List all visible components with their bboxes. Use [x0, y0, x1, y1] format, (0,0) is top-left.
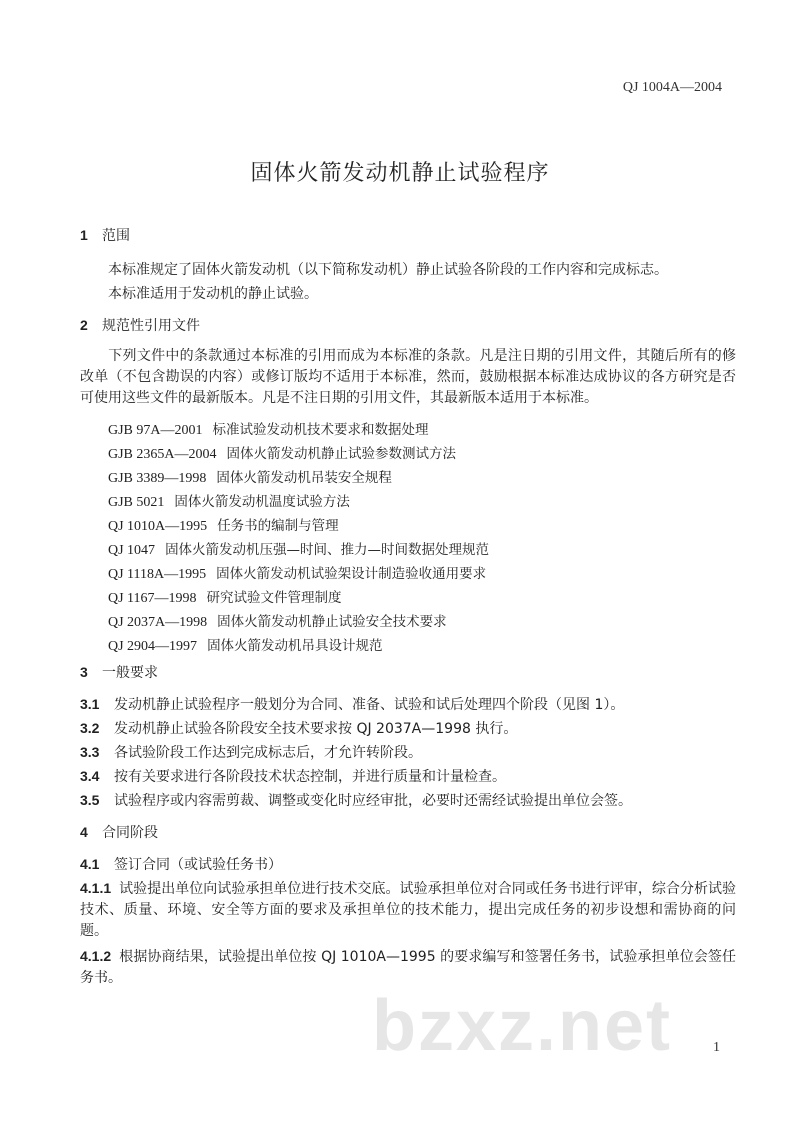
reference-item — [108, 586, 342, 607]
clause-text: 根据协商结果，试验提出单位按 QJ 1010A—1995 的要求编写和签署任务书，试验承担单位会签任务书。 — [80, 949, 736, 986]
section-title: 合同阶段 — [102, 825, 158, 841]
clause-4-1-1 — [80, 878, 736, 942]
reference-title: 固体火箭发动机温度试验方法 — [174, 494, 350, 510]
clause-number: 4.1.1 — [80, 880, 112, 896]
section-number: 3 — [80, 664, 88, 680]
section-2-intro — [80, 346, 736, 409]
section-1-paragraph-1: 本标准规定了固体火箭发动机（以下简称发动机）静止试验各阶段的工作内容和完成标志。 — [108, 262, 668, 278]
clause-text: 发动机静止试验程序一般划分为合同、准备、试验和试后处理四个阶段（见图 1）。 — [114, 697, 625, 713]
clause-3-2 — [80, 718, 517, 738]
clause-3-3 — [80, 742, 422, 762]
reference-item — [108, 514, 339, 535]
clause-number: 3.1 — [80, 696, 100, 712]
reference-title: 固体火箭发动机静止试验参数测试方法 — [226, 446, 457, 462]
reference-item — [108, 490, 350, 511]
reference-item — [108, 466, 392, 487]
clause-text: 试验程序或内容需剪裁、调整或变化时应经审批，必要时还需经试验提出单位会签。 — [114, 793, 632, 809]
section-number: 4 — [80, 824, 88, 840]
reference-code: QJ 1118A—1995 — [108, 567, 207, 582]
reference-title: 标准试验发动机技术要求和数据处理 — [212, 422, 429, 438]
section-4-heading — [80, 822, 158, 842]
reference-code: GJB 3389—1998 — [108, 471, 207, 486]
clause-number: 4.1.2 — [80, 948, 112, 964]
watermark: bzxz.net — [372, 986, 673, 1066]
reference-item — [108, 562, 486, 583]
reference-code: QJ 1047 — [108, 543, 156, 558]
reference-code: QJ 1010A—1995 — [108, 519, 208, 534]
reference-title: 固体火箭发动机吊装安全规程 — [216, 470, 392, 486]
section-2-heading — [80, 315, 200, 335]
standard-number: QJ 1004A—2004 — [622, 80, 722, 95]
page-number: 1 — [713, 1040, 720, 1055]
clause-text: 试验提出单位向试验承担单位进行技术交底。试验承担单位对合同或任务书进行评审，综合分析试验技术、质量、环境、安全等方面的要求及承担单位的技术能力，提出完成任务的初步设想和需协商的问题。 — [80, 881, 736, 939]
clause-3-1 — [80, 694, 624, 714]
reference-title: 固体火箭发动机试验架设计制造验收通用要求 — [216, 566, 487, 582]
reference-title: 固体火箭发动机吊具设计规范 — [207, 638, 383, 654]
reference-code: GJB 97A—2001 — [108, 423, 203, 438]
clause-text: 签订合同（或试验任务书） — [114, 857, 282, 873]
reference-title: 研究试验文件管理制度 — [206, 590, 342, 606]
section-1-paragraph-2: 本标准适用于发动机的静止试验。 — [108, 286, 318, 302]
reference-item — [108, 610, 447, 631]
reference-code: GJB 5021 — [108, 495, 165, 510]
section-1-heading — [80, 225, 130, 245]
reference-item — [108, 538, 489, 559]
section-title: 范围 — [102, 228, 130, 244]
section-number: 1 — [80, 227, 88, 243]
reference-item — [108, 634, 383, 655]
clause-4-1-2 — [80, 946, 736, 989]
reference-title: 固体火箭发动机压强—时间、推力—时间数据处理规范 — [165, 542, 490, 558]
reference-item — [108, 418, 429, 439]
section-number: 2 — [80, 317, 88, 333]
reference-code: QJ 1167—1998 — [108, 591, 197, 606]
clause-4-1 — [80, 854, 282, 874]
clause-number: 3.5 — [80, 792, 100, 808]
reference-code: GJB 2365A—2004 — [108, 447, 217, 462]
clause-number: 4.1 — [80, 856, 100, 872]
clause-number: 3.4 — [80, 768, 100, 784]
clause-text: 发动机静止试验各阶段安全技术要求按 QJ 2037A—1998 执行。 — [114, 721, 518, 737]
reference-title: 任务书的编制与管理 — [217, 518, 339, 534]
section-3-heading — [80, 662, 158, 682]
reference-title: 固体火箭发动机静止试验安全技术要求 — [217, 614, 447, 630]
clause-text: 按有关要求进行各阶段技术状态控制，并进行质量和计量检查。 — [114, 769, 506, 785]
intro-text: 下列文件中的条款通过本标准的引用而成为本标准的条款。凡是注日期的引用文件，其随后所有的修改单（不包含勘误的内容）或修订版均不适用于本标准，然而，鼓励根据本标准达成协议的各方研究是否可使用这些文件的最新版本。凡是不注日期的引用文件，其最新版本适用于本标准。 — [80, 348, 736, 406]
reference-code: QJ 2037A—1998 — [108, 615, 208, 630]
clause-text: 各试验阶段工作达到完成标志后，才允许转阶段。 — [114, 745, 422, 761]
clause-number: 3.2 — [80, 720, 100, 736]
reference-item — [108, 442, 456, 463]
section-title: 规范性引用文件 — [102, 318, 200, 334]
clause-3-5 — [80, 790, 632, 810]
reference-code: QJ 2904—1997 — [108, 639, 198, 654]
clause-number: 3.3 — [80, 744, 100, 760]
section-title: 一般要求 — [102, 665, 158, 681]
document-title: 固体火箭发动机静止试验程序 — [250, 161, 550, 186]
clause-3-4 — [80, 766, 506, 786]
